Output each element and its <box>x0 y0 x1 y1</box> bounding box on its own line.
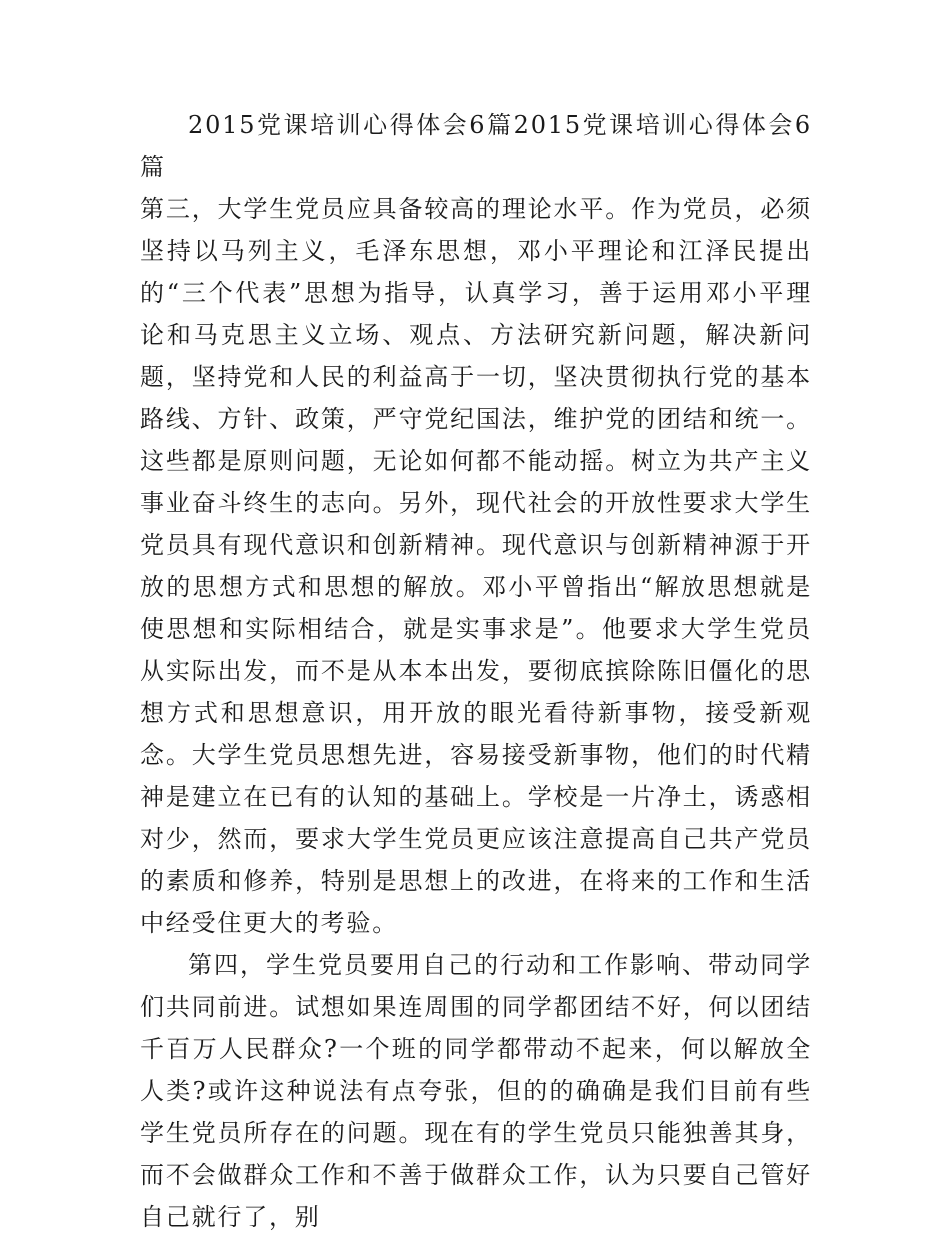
paragraph-title-line: 2015党课培训心得体会6篇2015党课培训心得体会6篇 <box>140 111 812 181</box>
paragraph-third-point: 第三，大学生党员应具备较高的理论水平。作为党员，必须坚持以马列主义，毛泽东思想，邓小平理论和江泽民提出的“三个代表”思想为指导，认真学习，善于运用邓小平理论和马克思主义立场、观点、方法研究新问题，解决新问题，坚持党和人民的利益高于一切，坚决贯彻执行党的基本路线、方针、政策，严守党纪国法，维护党的团结和统一。这些都是原则问题，无论如何都不能动摇。树立为共产主义事业奋斗终生的志向。另外，现代社会的开放性要求大学生党员具有现代意识和创新精神。现代意识与创新精神源于开放的思想方式和思想的解放。邓小平曾指出“解放思想就是使思想和实际相结合，就是实事求是”。他要求大学生党员从实际出发，而不是从本本出发，要彻底摈除陈旧僵化的思想方式和思想意识，用开放的眼光看待新事物，接受新观念。大学生党员思想先进，容易接受新事物，他们的时代精神是建立在已有的认知的基础上。学校是一片净土，诱惑相对少，然而，要求大学生党员更应该注意提高自己共产党员的素质和修养，特别是思想上的改进，在将来的工作和生活中经受住更大的考验。 <box>140 195 812 937</box>
paragraph-fourth-point: 第四，学生党员要用自己的行动和工作影响、带动同学们共同前进。试想如果连周围的同学都团结不好，何以团结千百万人民群众?一个班的同学都带动不起来，何以解放全人类?或许这种说法有点夸张，但的的确确是我们目前有些学生党员所存在的问题。现在有的学生党员只能独善其身，而不会做群众工作和不善于做群众工作，认为只要自己管好自己就行了，别 <box>140 951 812 1231</box>
document-body <box>140 104 812 1238</box>
